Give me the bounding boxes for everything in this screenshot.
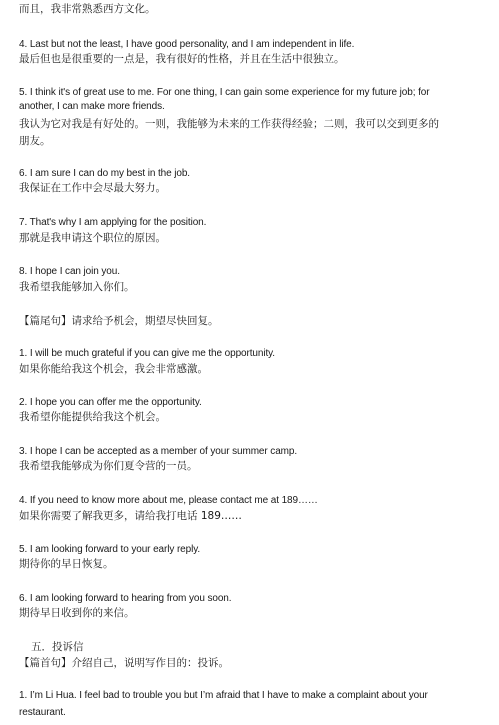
text-line: 5. I think it's of great use to me. For one thing, I can gain some experience for my future job; for [19, 87, 430, 98]
text-line: 那就是我申请这个职位的原因。 [19, 232, 166, 244]
text-line: 4. Last but not the least, I have good personality, and I am independent in life. [19, 39, 355, 50]
section-heading: 【篇首句】介绍自己，说明写作目的：投诉。 [19, 657, 229, 669]
text-line: 6. I am sure I can do my best in the job. [19, 168, 190, 179]
text-line: 6. I am looking forward to hearing from you soon. [19, 593, 232, 604]
text-line: 最后但也是很重要的一点是，我有很好的性格，并且在生活中很独立。 [19, 53, 345, 65]
text-line: 1. I will be much grateful if you can give me the opportunity. [19, 348, 275, 359]
text-line: 2. I hope you can offer me the opportunity. [19, 397, 202, 408]
text-line: 1. I’m Li Hua. I feel bad to trouble you but I’m afraid that I have to make a complaint about your [19, 690, 428, 701]
text-line: 5. I am looking forward to your early reply. [19, 544, 201, 555]
text-line: 期待早日收到你的来信。 [19, 607, 135, 619]
text-line: 我保证在工作中会尽最大努力。 [19, 182, 166, 194]
text-line: 我认为它对我是有好处的。一则，我能够为未来的工作获得经验；二则，我可以交到更多的 [19, 118, 439, 130]
section-heading: 【篇尾句】请求给予机会，期望尽快回复。 [19, 315, 219, 327]
text-line: restaurant. [19, 707, 66, 718]
text-line: 我希望我能够成为你们夏令营的一员。 [19, 460, 198, 472]
text-line: 7. That's why I am applying for the position. [19, 217, 207, 228]
text-line: 3. I hope I can be accepted as a member of your summer camp. [19, 446, 298, 457]
text-line: 我希望我能够加入你们。 [19, 281, 135, 293]
section-title: 五．投诉信 [31, 641, 84, 653]
text-line: 期待你的早日恢复。 [19, 558, 114, 570]
text-line: 8. I hope I can join you. [19, 266, 120, 277]
text-line: 如果你需要了解我更多，请给我打电话 189…… [19, 510, 242, 522]
text-line: 朋友。 [19, 135, 51, 147]
text-line: another, I can make more friends. [19, 101, 165, 112]
text-line: 如果你能给我这个机会，我会非常感激。 [19, 363, 208, 375]
text-line: 我希望你能提供给我这个机会。 [19, 411, 166, 423]
text-line: 4. If you need to know more about me, please contact me at 189…… [19, 495, 318, 506]
text-line: 而且，我非常熟悉西方文化。 [19, 3, 156, 15]
